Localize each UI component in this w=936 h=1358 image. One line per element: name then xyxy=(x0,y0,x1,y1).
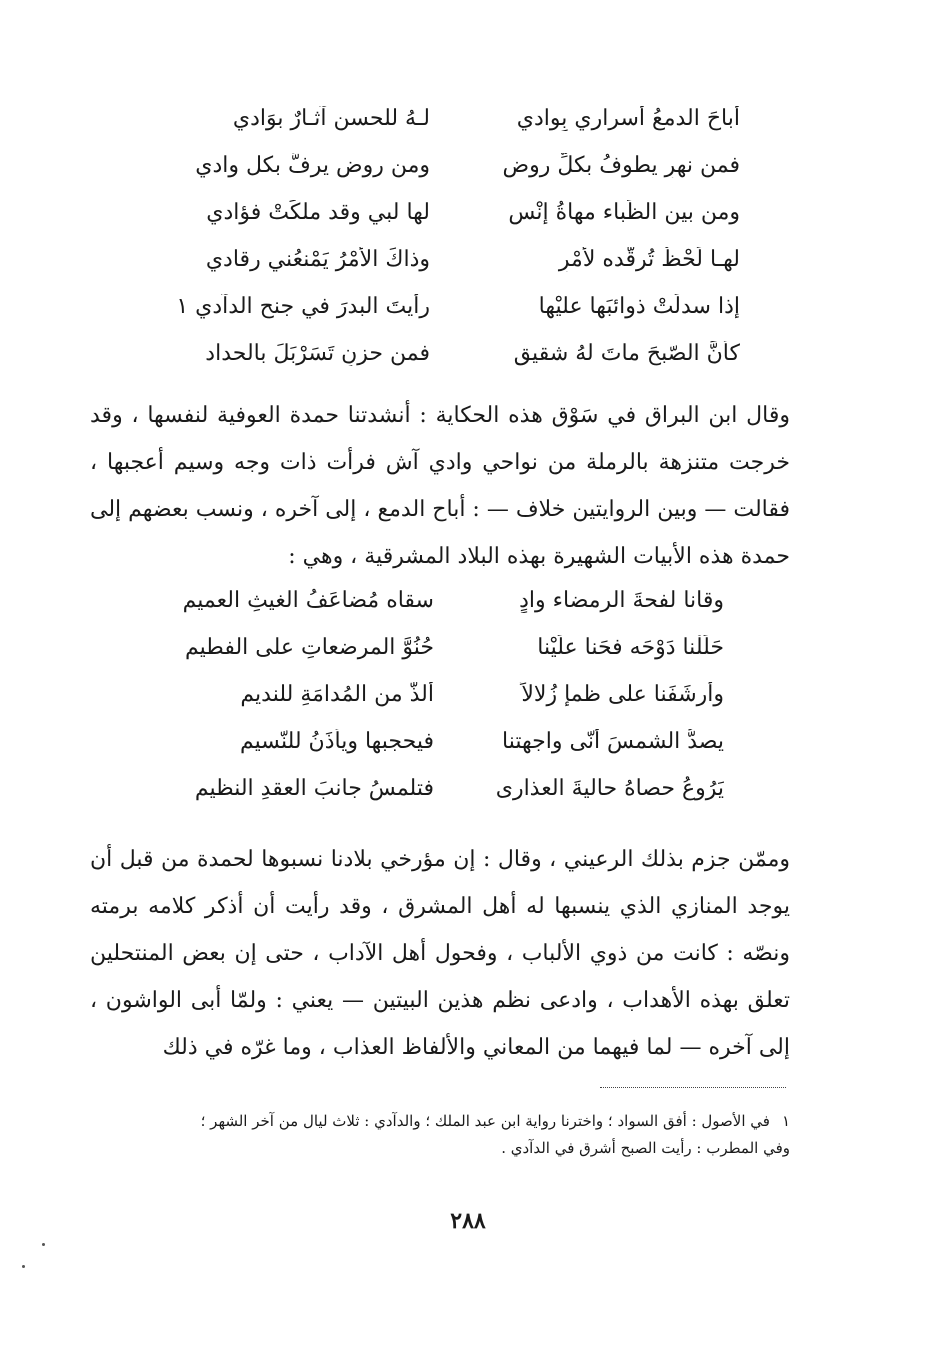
verse-row xyxy=(140,200,740,247)
second-hemistich: فمن حزنٍ تَسَرْبَلَ بالحداد xyxy=(205,341,430,366)
footnote-text: في الأصول : أفق السواد ؛ واخترنا رواية ابن عبد الملك ؛ والدآدي : ثلاث ليال من آخر الشهر ؛ xyxy=(200,1112,770,1130)
footnotes xyxy=(90,1108,790,1162)
first-hemistich: يَرُوعُ حصاهُ حاليةَ العذارى xyxy=(495,776,724,801)
first-hemistich: حَلَلْنا دَوْحَه فحَنا علَيْنا xyxy=(537,635,724,660)
paragraph-text: وممّن جزم بذلك الرعيني ، وقال : إن مؤرخي بلادنا نسبوها لحمدة من قبل أن يوجد المنازي الذي ينسبها له أهل المشرق ، وقد رأيت أن أذكر كلامه برمته ونصّه : كانت من ذوي الألباب ، وفحول أهل الآداب ، حتى إن بعض المنتحلين تعلق بهذه الأهداب ، وادعى نظم هذين البيتين — يعني : ولمّا أبى الواشون ، إلى آخره — لما فيهما من المعاني والألفاظ العذاب ، وما غرّه في ذلك xyxy=(90,847,790,1060)
second-hemistich: لـهُ للحسن آثـارٌ بوَادي xyxy=(232,106,430,131)
paragraph-1 xyxy=(90,392,790,580)
verse-row xyxy=(164,588,724,635)
paragraph-2 xyxy=(90,836,790,1071)
second-hemistich: لها لبي وقد ملكَتْ فؤادي xyxy=(206,200,430,225)
first-hemistich: كأنَّ الصّبحَ ماتَ لهُ شقيق xyxy=(513,341,740,366)
first-hemistich: ومن بينِ الظِّباء مهاةُ إنْسٍ xyxy=(508,200,740,225)
first-hemistich: فمن نهرٍ يطوفُ بكلِّ روضٍ xyxy=(502,153,740,178)
first-hemistich: يصدُّ الشمسَ أنّى واجهتنا xyxy=(502,729,724,754)
verse-row xyxy=(140,294,740,341)
second-hemistich: رأيتَ البدرَ في جنح الدآدي ١ xyxy=(176,294,430,319)
verse-row xyxy=(140,247,740,294)
first-hemistich: أباحَ الدمعُ أسراري بِوادي xyxy=(516,106,740,131)
second-hemistich: فيحجبها ويأذَنُ للنّسيمِ xyxy=(240,729,434,754)
second-hemistich: فتلمسُ جانبَ العقدِ النظيمِ xyxy=(194,776,434,801)
first-hemistich: إذا سدلَتْ ذوائبَها عليْها xyxy=(538,294,740,319)
second-hemistich: ألذَّ من المُدامَةِ للنديمِ xyxy=(240,682,434,707)
verse-row xyxy=(164,776,724,823)
poem-2 xyxy=(164,588,724,823)
verse-row xyxy=(164,682,724,729)
first-hemistich: وقانا لفحةَ الرمضاء وادٍ xyxy=(519,588,724,613)
second-hemistich: ومن روض يرفُّ بكل وادي xyxy=(195,153,430,178)
verse-row xyxy=(164,729,724,776)
footnote-mark: ١ xyxy=(781,1112,790,1130)
verse-row xyxy=(140,153,740,200)
poem-1 xyxy=(140,106,740,388)
verse-row xyxy=(140,106,740,153)
verse-row xyxy=(164,635,724,682)
scan-speck xyxy=(22,1265,25,1268)
scan-speck xyxy=(42,1243,45,1246)
second-hemistich: سقاه مُضاعَفُ الغيثِ العميمِ xyxy=(182,588,434,613)
paragraph-text: وقال ابن البراق في سَوْق هذه الحكاية : أنشدتنا حمدة العوفية لنفسها ، وقد خرجت متنزهة بالرملة من نواحي وادي آش فرأت ذات وجه وسيم أعجبها ، فقالت — وبين الروايتين خلاف — : أباح الدمع ، إلى آخره ، ونسب بعضهم إلى حمدة هذه الأبيات الشهيرة بهذه البلاد المشرقية ، وهي : xyxy=(90,403,790,569)
footnote-divider xyxy=(600,1087,786,1088)
first-hemistich: وأرشَفَنا على ظمإٍ زُلالاً xyxy=(521,682,724,707)
first-hemistich: لهـا لَحْظٌ تُرقّده لأمْرٍ xyxy=(558,247,740,272)
footnote-line xyxy=(90,1108,790,1135)
second-hemistich: وذاكَ الأمْرُ يَمْنعُني رقادي xyxy=(205,247,430,272)
verse-row xyxy=(140,341,740,388)
footnote-line: وفي المطرب : رأيت الصبح أشرق في الدآدي . xyxy=(501,1139,790,1157)
page-number: ٢٨٨ xyxy=(450,1208,486,1234)
second-hemistich: حُنُوَّ المرضعاتِ على الفطيمِ xyxy=(185,635,434,660)
